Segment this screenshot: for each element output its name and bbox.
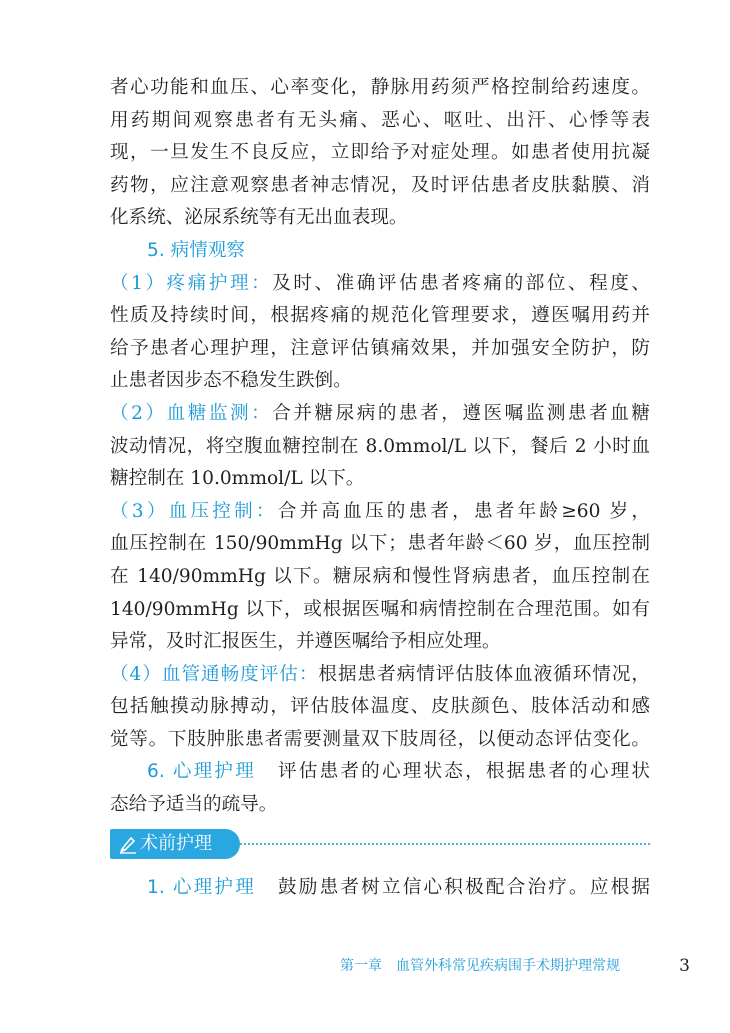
preop-text	[110, 872, 650, 905]
paragraph-line: 止患者因步态不稳发生跌倒。	[110, 370, 352, 392]
preop-line-1	[110, 872, 650, 905]
glucose-label: （2）血糖监测：	[110, 402, 273, 424]
vascular-label: （4）血管通畅度评估：	[110, 663, 319, 685]
chapter-title: 第一章 血管外科常见疾病围手术期护理常规	[340, 958, 620, 974]
bp-text: 合并高血压的患者，患者年龄≥60 岁，	[277, 500, 650, 522]
psych-label: 6. 心理护理	[147, 761, 256, 783]
preop-label: 1. 心理护理	[147, 877, 256, 898]
paragraph-line: 用药期间观察患者有无头痛、恶心、呕吐、出汗、心悸等表	[110, 109, 650, 131]
psych-line-1	[110, 756, 650, 789]
dotted-divider	[240, 843, 650, 845]
glucose-text: 合并糖尿病的患者，遵医嘱监测患者血糖	[272, 402, 650, 424]
bp-label: （3）血压控制：	[110, 500, 278, 522]
paragraph-line: 糖控制在 10.0mmol/L 以下。	[110, 468, 365, 490]
paragraph-line: 态给予适当的疏导。	[110, 794, 278, 816]
paragraph-line: 现，一旦发生不良反应，立即给予对症处理。如患者使用抗凝	[110, 142, 650, 164]
preop-body: 鼓励患者树立信心积极配合治疗。应根据	[278, 877, 650, 898]
paragraph-line: 异常，及时汇报医生，并遵医嘱给予相应处理。	[110, 631, 501, 653]
pen-icon	[118, 834, 138, 854]
pain-label: （1）疼痛护理：	[110, 272, 273, 294]
paragraph-line: 药物，应注意观察患者神志情况，及时评估患者皮肤黏膜、消	[110, 174, 650, 196]
paragraph-line: 性质及持续时间，根据疼痛的规范化管理要求，遵医嘱用药并	[110, 305, 650, 327]
paragraph-line: 觉等。下肢肿胀患者需要测量双下肢周径，以便动态评估变化。	[110, 728, 650, 750]
paragraph-line: 波动情况，将空腹血糖控制在 8.0mmol/L 以下，餐后 2 小时血	[110, 435, 650, 457]
page-number: 3	[679, 956, 690, 976]
bp-line-1	[110, 496, 650, 529]
heading-5: 5. 病情观察	[147, 239, 246, 261]
paragraph-line: 在 140/90mmHg 以下。糖尿病和慢性肾病患者，血压控制在	[110, 565, 650, 587]
glucose-line-1	[110, 398, 650, 431]
paragraph-line: 者心功能和血压、心率变化，静脉用药须严格控制给药速度。	[110, 77, 650, 98]
pain-text: 及时、准确评估患者疼痛的部位、程度、	[272, 272, 650, 294]
vascular-line-1	[110, 659, 650, 692]
paragraph-line: 包括触摸动脉搏动，评估肢体温度、皮肤颜色、肢体活动和感	[110, 696, 650, 718]
vascular-text: 根据患者病情评估肢体血液循环情况，	[318, 663, 650, 685]
paragraph-line: 给予患者心理护理，注意评估镇痛效果，并加强安全防护，防	[110, 337, 650, 359]
section-title: 术前护理	[140, 833, 212, 854]
section-header-preop	[110, 829, 650, 859]
pain-line-1	[110, 268, 650, 301]
section-tag	[110, 829, 240, 859]
page-footer	[340, 954, 690, 978]
body-text	[110, 72, 650, 822]
paragraph-line: 血压控制在 150/90mmHg 以下；患者年龄＜60 岁，血压控制	[110, 533, 650, 555]
psych-text: 评估患者的心理状态，根据患者的心理状	[278, 761, 650, 783]
paragraph-line: 化系统、泌尿系统等有无出血表现。	[110, 207, 408, 229]
paragraph-line: 140/90mmHg 以下，或根据医嘱和病情控制在合理范围。如有	[110, 598, 650, 620]
